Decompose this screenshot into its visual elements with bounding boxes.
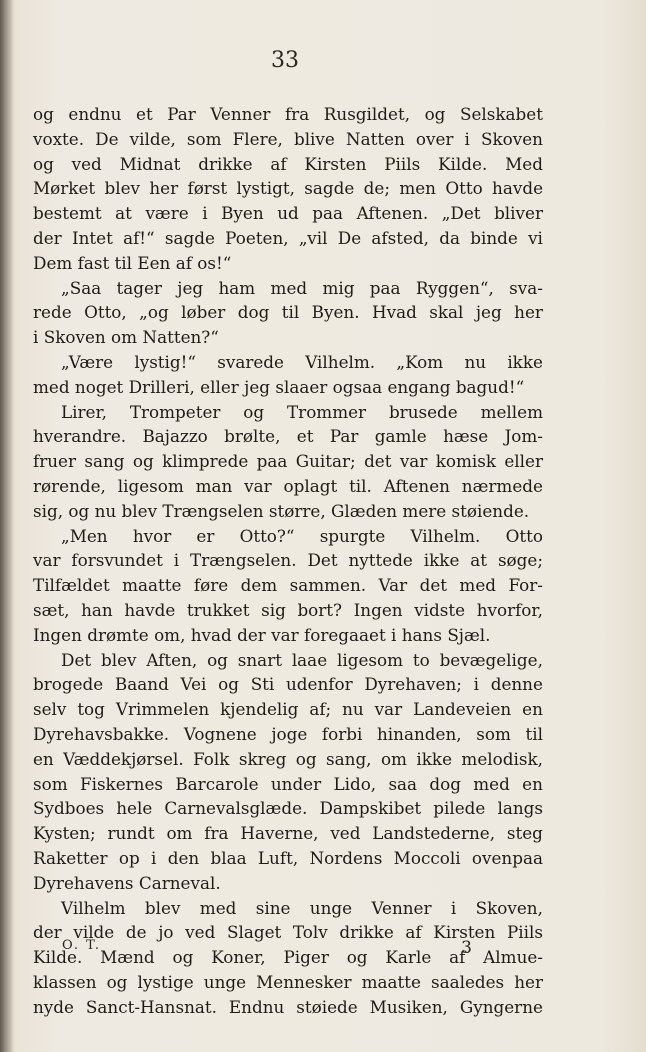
- binding-shadow: [0, 0, 14, 1052]
- text-line: som Fiskernes Barcarole under Lido, saa dog med en: [33, 773, 543, 794]
- text-line: selv tog Vrimmelen kjendelig af; nu var Landeveien en: [33, 699, 543, 720]
- text-line: var forsvundet i Trængselen. Det nyttede ikke at søge;: [33, 550, 543, 571]
- text-line: klassen og lystige unge Mennesker maatte saaledes her: [33, 971, 543, 992]
- text-line: og ved Midnat drikke af Kirsten Piils Kilde. Med: [33, 153, 543, 174]
- text-line: Kysten; rundt om fra Haverne, ved Landstederne, steg: [33, 823, 543, 844]
- text-line: nyde Sanct-Hansnat. Endnu støiede Musiken, Gyngerne: [33, 996, 543, 1017]
- text-line: „Være lystig!“ svarede Vilhelm. „Kom nu ikke: [61, 351, 543, 372]
- text-line: brogede Baand Vei og Sti udenfor Dyrehaven; i denne: [33, 674, 543, 695]
- text-line: hverandre. Bajazzo brølte, et Par gamle hæse Jom-: [33, 426, 543, 447]
- text-line: „Saa tager jeg ham med mig paa Ryggen“, sva-: [61, 277, 543, 298]
- text-line: bestemt at være i Byen ud paa Aftenen. „Det bliver: [33, 203, 543, 224]
- text-line: „Men hvor er Otto?“ spurgte Vilhelm. Otto: [61, 525, 543, 546]
- text-line: Kilde. Mænd og Koner, Piger og Karle af Almue-: [33, 947, 543, 968]
- footer-signature: O. T.: [62, 938, 102, 953]
- text-line: i Skoven om Natten?“: [33, 327, 219, 348]
- footer-sheet-number: 3: [461, 938, 472, 958]
- text-line: rørende, ligesom man var oplagt til. Aftenen nærmede: [33, 475, 543, 496]
- text-line: voxte. De vilde, som Flere, blive Natten over i Skoven: [33, 128, 543, 149]
- text-line: Dem fast til Een af os!“: [33, 252, 232, 273]
- text-line: sæt, han havde trukket sig bort? Ingen vidste hvorfor,: [33, 599, 543, 620]
- text-line: Tilfældet maatte føre dem sammen. Var det med For-: [33, 575, 543, 596]
- text-line: Sydboes hele Carnevalsglæde. Dampskibet pilede langs: [33, 798, 543, 819]
- text-line: Dyrehavens Carneval.: [33, 872, 221, 893]
- text-line: der vilde de jo ved Slaget Tolv drikke af Kirsten Piils: [33, 922, 543, 943]
- text-line: Vilhelm blev med sine unge Venner i Skoven,: [61, 897, 543, 918]
- text-line: rede Otto, „og løber dog til Byen. Hvad skal jeg her: [33, 302, 543, 323]
- text-line: fruer sang og klimprede paa Guitar; det var komisk eller: [33, 451, 543, 472]
- text-line: sig, og nu blev Trængselen større, Glæden mere støiende.: [33, 500, 530, 521]
- text-line: Mørket blev her først lystigt, sagde de; men Otto havde: [33, 178, 543, 199]
- page-footer: [62, 938, 472, 958]
- page-number: 33: [271, 48, 299, 73]
- body-text: [33, 102, 543, 1019]
- text-line: Dyrehavsbakke. Vognene joge forbi hinanden, som til: [33, 723, 543, 744]
- text-line: med noget Drilleri, eller jeg slaaer ogsaa engang bagud!“: [33, 376, 525, 397]
- text-line: Raketter op i den blaa Luft, Nordens Moccoli ovenpaa: [33, 847, 543, 868]
- text-line: en Væddekjørsel. Folk skreg og sang, om ikke melodisk,: [33, 748, 543, 769]
- text-line: der Intet af!“ sagde Poeten, „vil De afsted, da binde vi: [33, 227, 543, 248]
- text-line: og endnu et Par Venner fra Rusgildet, og Selskabet: [33, 104, 543, 124]
- text-line: Lirer, Trompeter og Trommer brusede mellem: [61, 401, 543, 422]
- text-line: Ingen drømte om, hvad der var foregaaet i hans Sjæl.: [33, 624, 491, 645]
- text-line: Det blev Aften, og snart laae ligesom to bevægelige,: [61, 649, 543, 670]
